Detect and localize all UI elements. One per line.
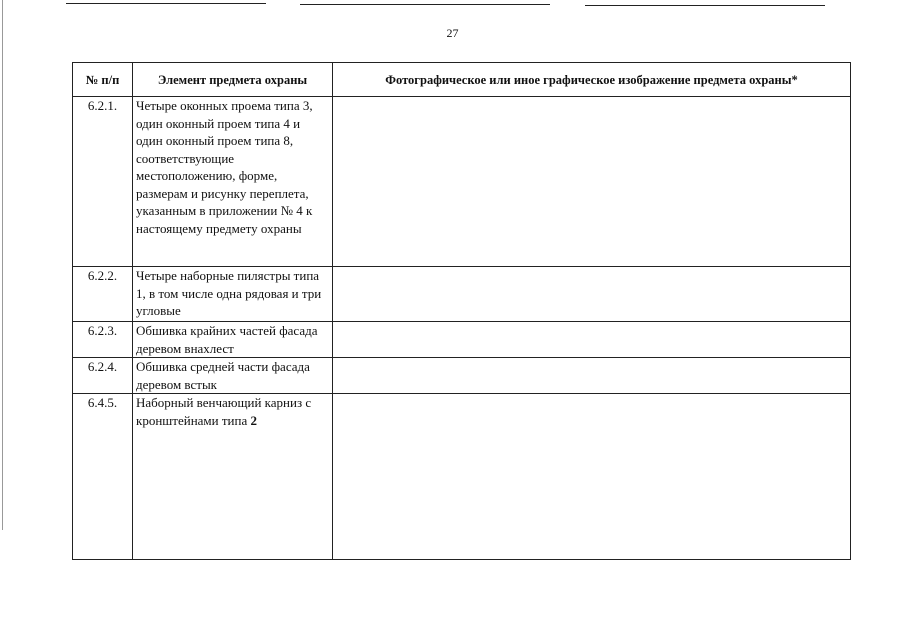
row-element: Обшивка крайних частей фасада деревом внахлест: [133, 322, 333, 358]
row-num: 6.2.1.: [73, 97, 133, 267]
row-image-cell: [333, 322, 851, 358]
row-num: 6.2.3.: [73, 322, 133, 358]
row-element: Обшивка средней части фасада деревом встык: [133, 358, 333, 394]
scan-edge-line-right: [585, 5, 825, 6]
table-header-row: [73, 63, 851, 97]
table-row: [73, 358, 851, 394]
header-num: № п/п: [73, 63, 133, 97]
row-element: Четыре наборные пилястры типа 1, в том числе одна рядовая и три угловые: [133, 267, 333, 322]
table-row: [73, 97, 851, 267]
row-image-cell: [333, 267, 851, 322]
scan-edge-line-left: [66, 3, 266, 4]
page-number: 27: [446, 26, 459, 40]
table-row: [73, 267, 851, 322]
row-image-cell: [333, 358, 851, 394]
row-image-cell: [333, 394, 851, 560]
row-element: Наборный венчающий карниз с кронштейнами типа: [136, 395, 312, 428]
row-num: 6.2.4.: [73, 358, 133, 394]
scan-edge-line-vertical: [2, 0, 3, 530]
protection-table: [72, 62, 851, 560]
row-element: Четыре оконных проема типа 3, один оконный проем типа 4 и один оконный проем типа 8, соответствующие местоположению, форме, размерам и рисунку переплета, указанным в приложении № 4 к настоящему предмету охраны: [133, 97, 333, 267]
header-image: Фотографическое или иное графическое изображение предмета охраны*: [333, 63, 851, 97]
row-num: 6.4.5.: [73, 394, 133, 560]
table-row: [73, 394, 851, 560]
row-element-tail: 2: [250, 412, 257, 428]
row-element-cell: [133, 394, 333, 560]
row-image-cell: [333, 97, 851, 267]
scan-edge-line-mid: [300, 4, 550, 5]
table-row: [73, 322, 851, 358]
header-element: Элемент предмета охраны: [133, 63, 333, 97]
row-num: 6.2.2.: [73, 267, 133, 322]
